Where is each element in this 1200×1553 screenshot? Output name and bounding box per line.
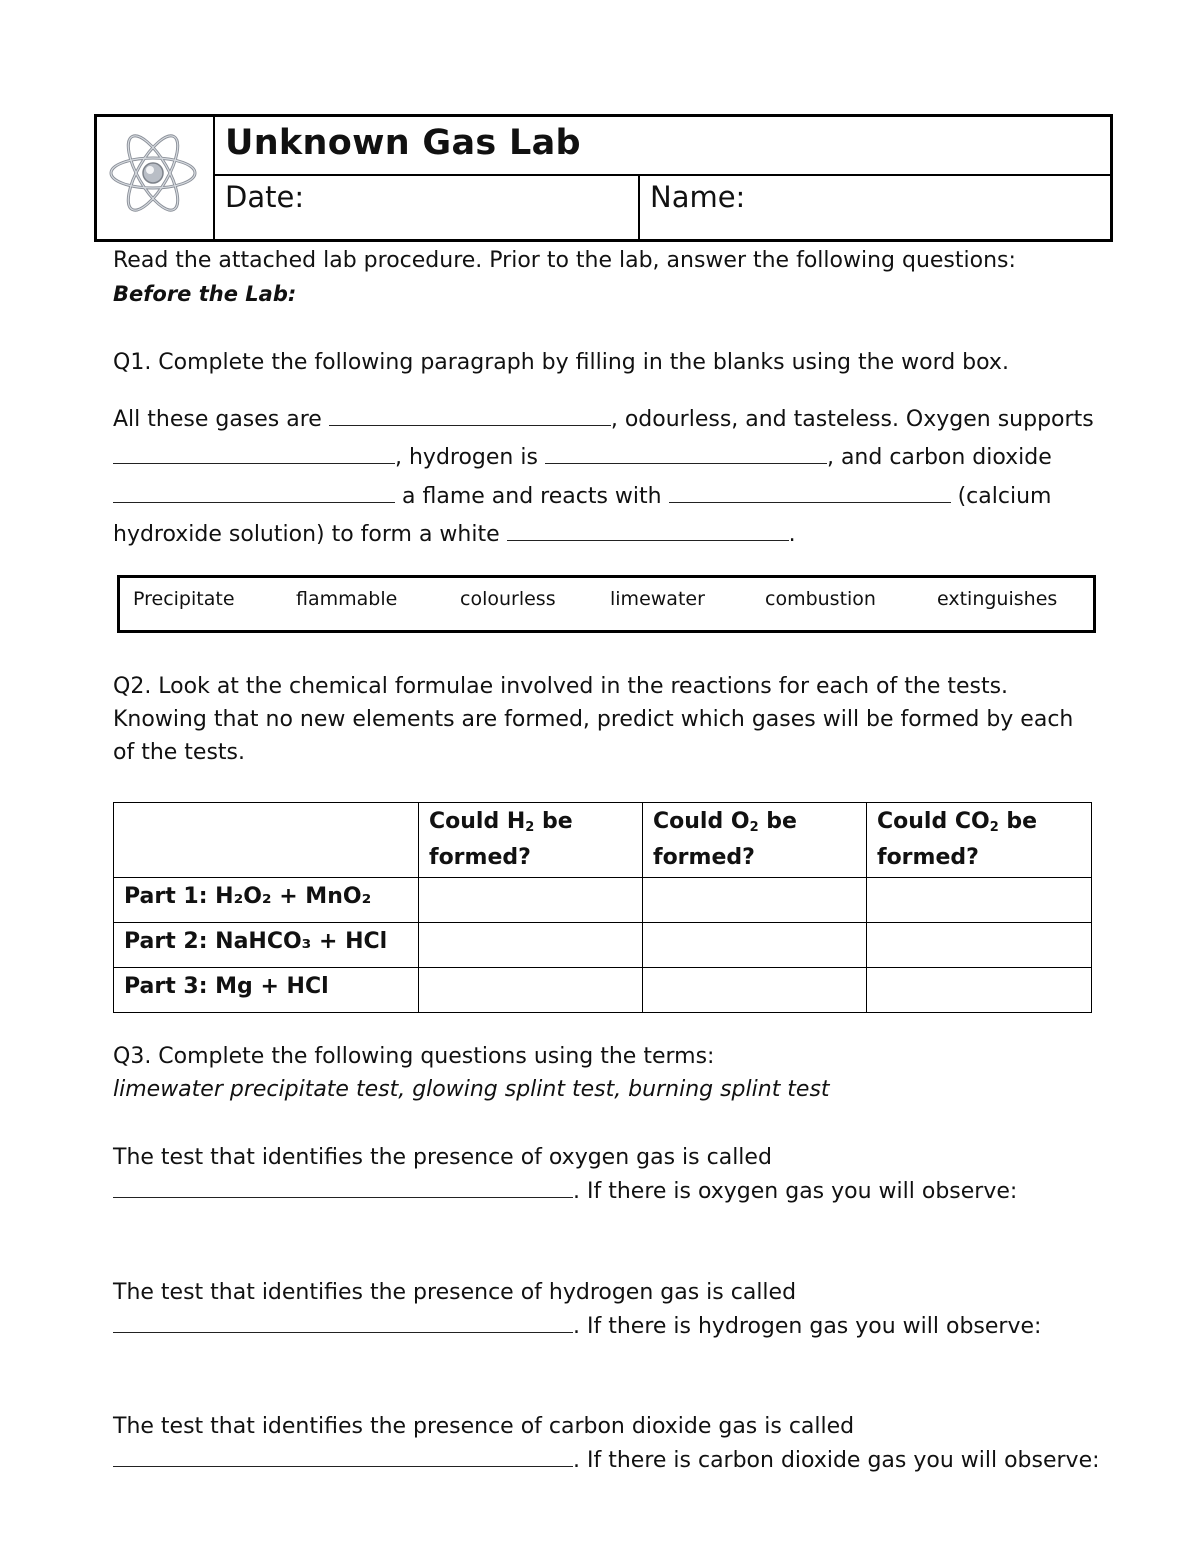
q1-line-2 — [113, 441, 1052, 474]
q3-prompt: Q3. Complete the following questions using the terms: — [113, 1044, 715, 1069]
date-cell[interactable] — [213, 174, 640, 239]
q3-item-text: . If there is hydrogen gas you will observe: — [573, 1314, 1042, 1339]
header-text: be — [534, 809, 573, 834]
word-box-item: limewater — [610, 588, 705, 610]
header-text: Could CO — [877, 809, 990, 834]
q1-text: (calcium — [957, 484, 1052, 509]
word-box-item: flammable — [296, 588, 398, 610]
word-box-item: Precipitate — [133, 588, 235, 610]
row-label: Part 1: H₂O₂ + MnO₂ — [114, 878, 419, 923]
gas-prediction-table — [113, 802, 1092, 1013]
answer-cell[interactable] — [867, 923, 1092, 968]
q3-terms: limewater precipitate test, glowing splint test, burning splint test — [113, 1077, 830, 1102]
row-label: Part 3: Mg + HCl — [114, 968, 419, 1013]
table-row — [114, 878, 1092, 923]
logo-cell — [97, 117, 215, 239]
name-cell[interactable] — [638, 174, 1110, 239]
header-text: be — [758, 809, 797, 834]
q3-item-answer-line — [113, 1310, 1041, 1343]
q1-blank-5[interactable] — [669, 480, 951, 503]
header-text: Could H — [429, 809, 526, 834]
answer-cell[interactable] — [419, 923, 643, 968]
table-row — [114, 923, 1092, 968]
q1-text: a flame and reacts with — [402, 484, 662, 509]
atom-icon — [105, 125, 201, 221]
q1-line-3 — [113, 480, 1051, 513]
header-text: formed? — [877, 845, 979, 870]
table-header-o2 — [643, 803, 867, 878]
q1-text: hydroxide solution) to form a white — [113, 522, 500, 547]
q1-blank-1[interactable] — [329, 403, 611, 426]
header-subscript: 2 — [525, 820, 535, 835]
q3-blank-hydrogen[interactable] — [113, 1310, 573, 1333]
table-header-co2 — [867, 803, 1092, 878]
section-heading: Before the Lab: — [113, 282, 297, 306]
answer-cell[interactable] — [643, 968, 867, 1013]
header-text: formed? — [429, 845, 531, 870]
header-subscript: 2 — [989, 820, 999, 835]
table-header-row — [114, 803, 1092, 878]
q1-text: , hydrogen is — [395, 445, 538, 470]
answer-cell[interactable] — [867, 968, 1092, 1013]
header-text: be — [998, 809, 1038, 834]
word-box-item: extinguishes — [937, 588, 1058, 610]
header-text: Could O — [653, 809, 750, 834]
q3-item-text: . If there is oxygen gas you will observe: — [573, 1179, 1018, 1204]
table-row — [114, 968, 1092, 1013]
header-text: formed? — [653, 845, 755, 870]
q2-prompt-line: Q2. Look at the chemical formulae involved in the reactions for each of the tests. — [113, 674, 1009, 699]
q1-text: , and carbon dioxide — [826, 445, 1052, 470]
q1-blank-6[interactable] — [507, 518, 789, 541]
q1-blank-4[interactable] — [113, 480, 395, 503]
q1-text: . — [788, 522, 796, 547]
q1-prompt: Q1. Complete the following paragraph by filling in the blanks using the word box. — [113, 350, 1009, 375]
q3-item-answer-line — [113, 1444, 1100, 1477]
q3-item-line: The test that identifies the presence of hydrogen gas is called — [113, 1280, 797, 1305]
q1-line-4 — [113, 518, 796, 551]
q1-text: All these gases are — [113, 407, 322, 432]
word-box — [117, 575, 1096, 633]
table-header-h2 — [419, 803, 643, 878]
q1-text: , odourless, and tasteless. Oxygen supports — [610, 407, 1094, 432]
q2-prompt-line: Knowing that no new elements are formed, predict which gases will be formed by each — [113, 707, 1074, 732]
answer-cell[interactable] — [867, 878, 1092, 923]
q3-item-line: The test that identifies the presence of carbon dioxide gas is called — [113, 1414, 855, 1439]
table-corner-cell — [114, 803, 419, 878]
q3-item-line: The test that identifies the presence of oxygen gas is called — [113, 1145, 772, 1170]
q3-item-text: . If there is carbon dioxide gas you will observe: — [573, 1448, 1100, 1473]
answer-cell[interactable] — [643, 878, 867, 923]
title-cell — [213, 117, 1110, 176]
name-label: Name: — [650, 180, 746, 214]
header-box — [94, 114, 1113, 242]
q1-line-1 — [113, 403, 1094, 436]
word-box-item: colourless — [460, 588, 556, 610]
q2-prompt-line: of the tests. — [113, 740, 245, 765]
date-label: Date: — [225, 180, 305, 214]
q3-blank-carbon-dioxide[interactable] — [113, 1444, 573, 1467]
header-subscript: 2 — [749, 820, 759, 835]
q3-item-answer-line — [113, 1175, 1017, 1208]
row-label: Part 2: NaHCO₃ + HCl — [114, 923, 419, 968]
q1-blank-3[interactable] — [545, 441, 827, 464]
answer-cell[interactable] — [419, 968, 643, 1013]
page-title: Unknown Gas Lab — [225, 123, 581, 163]
answer-cell[interactable] — [643, 923, 867, 968]
word-box-item: combustion — [765, 588, 876, 610]
q1-blank-2[interactable] — [113, 441, 395, 464]
q3-blank-oxygen[interactable] — [113, 1175, 573, 1198]
answer-cell[interactable] — [419, 878, 643, 923]
instructions-text: Read the attached lab procedure. Prior to the lab, answer the following questions: — [113, 248, 1016, 273]
